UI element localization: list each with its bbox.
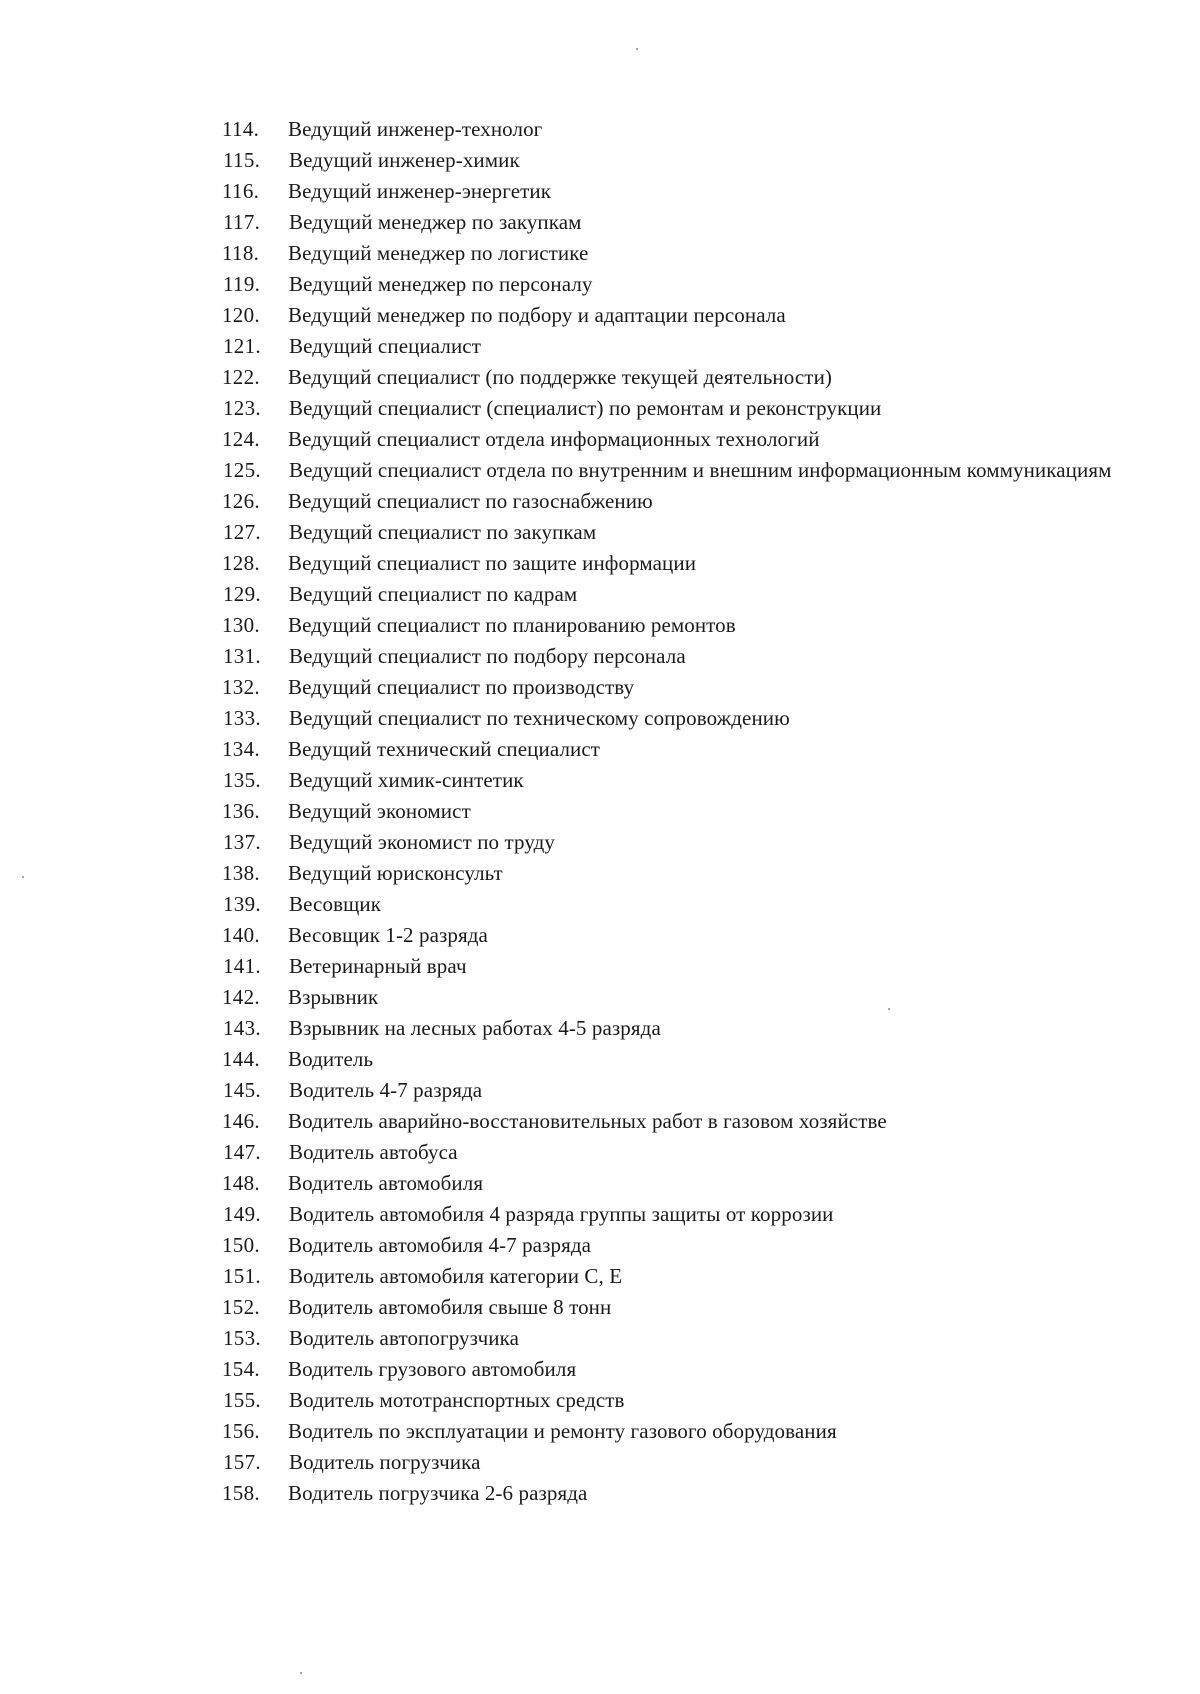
item-number: 123.	[223, 396, 261, 420]
item-text: Ведущий специалист по закупкам	[289, 520, 597, 544]
list-item	[223, 1322, 1122, 1353]
item-text: Ведущий специалист по планированию ремонтов	[288, 613, 736, 637]
item-text: Ведущий специалист (специалист) по ремонтам и реконструкции	[289, 396, 882, 420]
item-text: Ведущий специалист (по поддержке текущей деятельности)	[288, 365, 833, 389]
item-number: 121.	[223, 334, 261, 358]
item-text: Ведущий специалист отдела по внутренним и внешним информационным коммуникациям	[289, 458, 1112, 482]
item-number: 148.	[222, 1171, 260, 1195]
item-number: 129.	[223, 582, 261, 606]
item-text: Ведущий специалист по производству	[288, 675, 635, 699]
item-text: Водитель автобуса	[289, 1140, 458, 1164]
list-item	[223, 1260, 1122, 1291]
item-number: 140.	[222, 923, 260, 947]
item-number: 115.	[223, 148, 261, 172]
item-text: Ведущий специалист по подбору персонала	[289, 644, 686, 668]
list-item	[222, 609, 1122, 640]
item-text: Ведущий специалист	[289, 334, 482, 358]
item-text: Ведущий юрисконсульт	[288, 861, 503, 885]
list-item	[223, 1198, 1122, 1229]
item-number: 145.	[223, 1078, 261, 1102]
item-text: Весовщик 1-2 разряда	[288, 923, 488, 947]
item-number: 136.	[222, 799, 260, 823]
list-item	[222, 1353, 1122, 1384]
list-item	[222, 1167, 1122, 1198]
list-item	[222, 237, 1122, 268]
item-text: Водитель погрузчика 2-6 разряда	[288, 1481, 588, 1505]
item-number: 154.	[222, 1357, 260, 1381]
list-item	[222, 919, 1122, 950]
item-text: Ведущий менеджер по логистике	[288, 241, 589, 265]
list-item	[222, 857, 1122, 888]
item-number: 147.	[223, 1140, 261, 1164]
item-number: 142.	[222, 985, 260, 1009]
item-number: 126.	[222, 489, 260, 513]
item-text: Ведущий менеджер по подбору и адаптации персонала	[288, 303, 786, 327]
list-item	[223, 640, 1122, 671]
item-number: 135.	[223, 768, 261, 792]
item-number: 132.	[222, 675, 260, 699]
scan-speck	[300, 1672, 302, 1674]
item-number: 152.	[222, 1295, 260, 1319]
list-item	[223, 268, 1122, 299]
item-number: 143.	[223, 1016, 261, 1040]
list-item	[223, 1012, 1122, 1043]
item-number: 156.	[222, 1419, 260, 1443]
item-number: 137.	[223, 830, 261, 854]
item-number: 153.	[223, 1326, 261, 1350]
item-text: Ведущий инженер-энергетик	[288, 179, 552, 203]
list-item	[223, 826, 1122, 857]
item-number: 124.	[222, 427, 260, 451]
list-item	[222, 113, 1122, 144]
scan-speck	[22, 876, 24, 878]
item-number: 141.	[223, 954, 261, 978]
item-text: Ведущий специалист по защите информации	[288, 551, 697, 575]
item-text: Ведущий химик-синтетик	[289, 768, 524, 792]
item-number: 128.	[222, 551, 260, 575]
list-item	[222, 1105, 1122, 1136]
item-text: Водитель автомобиля категории С, Е	[289, 1264, 623, 1288]
item-number: 134.	[222, 737, 260, 761]
list-item	[222, 485, 1122, 516]
list-item	[222, 299, 1122, 330]
item-text: Ведущий специалист по техническому сопровождению	[289, 706, 790, 730]
item-number: 122.	[222, 365, 260, 389]
item-text: Водитель автомобиля 4 разряда группы защиты от коррозии	[289, 1202, 834, 1226]
item-number: 119.	[223, 272, 261, 296]
profession-list	[222, 113, 1122, 1508]
item-number: 158.	[222, 1481, 260, 1505]
item-number: 150.	[222, 1233, 260, 1257]
item-text: Ведущий экономист	[288, 799, 471, 823]
item-text: Ведущий экономист по труду	[289, 830, 556, 854]
item-text: Ведущий менеджер по закупкам	[289, 210, 582, 234]
item-text: Взрывник	[288, 985, 379, 1009]
item-text: Водитель	[288, 1047, 374, 1071]
list-item	[223, 950, 1122, 981]
list-item	[222, 1415, 1122, 1446]
list-item	[223, 516, 1122, 547]
scan-speck	[636, 48, 638, 50]
item-text: Водитель грузового автомобиля	[288, 1357, 577, 1381]
item-text: Весовщик	[289, 892, 381, 916]
item-text: Водитель погрузчика	[289, 1450, 481, 1474]
item-text: Водитель автомобиля свыше 8 тонн	[288, 1295, 612, 1319]
item-number: 114.	[222, 117, 260, 141]
list-item	[223, 1074, 1122, 1105]
list-item	[223, 392, 1122, 423]
list-item	[223, 1136, 1122, 1167]
item-text: Ветеринарный врач	[289, 954, 467, 978]
list-item	[222, 1291, 1122, 1322]
item-text: Водитель по эксплуатации и ремонту газового оборудования	[288, 1419, 837, 1443]
item-number: 139.	[223, 892, 261, 916]
item-number: 138.	[222, 861, 260, 885]
item-number: 149.	[223, 1202, 261, 1226]
list-item	[223, 888, 1122, 919]
item-text: Ведущий специалист по газоснабжению	[288, 489, 653, 513]
list-item	[223, 330, 1122, 361]
item-number: 157.	[223, 1450, 261, 1474]
item-text: Водитель 4-7 разряда	[289, 1078, 483, 1102]
item-number: 151.	[223, 1264, 261, 1288]
item-number: 131.	[223, 644, 261, 668]
item-number: 146.	[222, 1109, 260, 1133]
item-number: 116.	[222, 179, 260, 203]
item-text: Ведущий инженер-химик	[289, 148, 520, 172]
item-text: Ведущий менеджер по персоналу	[289, 272, 593, 296]
item-number: 118.	[222, 241, 260, 265]
item-number: 125.	[223, 458, 261, 482]
list-item	[223, 1446, 1122, 1477]
list-item	[223, 764, 1122, 795]
list-item	[222, 981, 1122, 1012]
item-text: Ведущий специалист отдела информационных технологий	[288, 427, 820, 451]
item-number: 130.	[222, 613, 260, 637]
item-text: Ведущий технический специалист	[288, 737, 601, 761]
list-item	[223, 1384, 1122, 1415]
item-text: Водитель автопогрузчика	[289, 1326, 519, 1350]
item-text: Ведущий специалист по кадрам	[289, 582, 578, 606]
list-item	[222, 1477, 1122, 1508]
item-text: Водитель автомобиля 4-7 разряда	[288, 1233, 592, 1257]
list-item	[222, 361, 1122, 392]
item-text: Водитель автомобиля	[288, 1171, 484, 1195]
list-item	[222, 175, 1122, 206]
list-item	[223, 206, 1122, 237]
item-number: 117.	[223, 210, 261, 234]
item-text: Водитель аварийно-восстановительных работ в газовом хозяйстве	[288, 1109, 887, 1133]
list-item	[222, 795, 1122, 826]
item-number: 120.	[222, 303, 260, 327]
item-number: 127.	[223, 520, 261, 544]
item-number: 133.	[223, 706, 261, 730]
list-item	[223, 702, 1122, 733]
list-item	[223, 144, 1122, 175]
list-item	[222, 671, 1122, 702]
list-item	[222, 547, 1122, 578]
item-text: Взрывник на лесных работах 4-5 разряда	[289, 1016, 661, 1040]
item-number: 155.	[223, 1388, 261, 1412]
item-text: Ведущий инженер-технолог	[288, 117, 543, 141]
item-text: Водитель мототранспортных средств	[289, 1388, 625, 1412]
list-item	[222, 423, 1122, 454]
item-number: 144.	[222, 1047, 260, 1071]
list-item	[222, 1043, 1122, 1074]
list-item	[222, 733, 1122, 764]
list-item	[223, 578, 1122, 609]
list-item	[223, 454, 1122, 485]
list-item	[222, 1229, 1122, 1260]
